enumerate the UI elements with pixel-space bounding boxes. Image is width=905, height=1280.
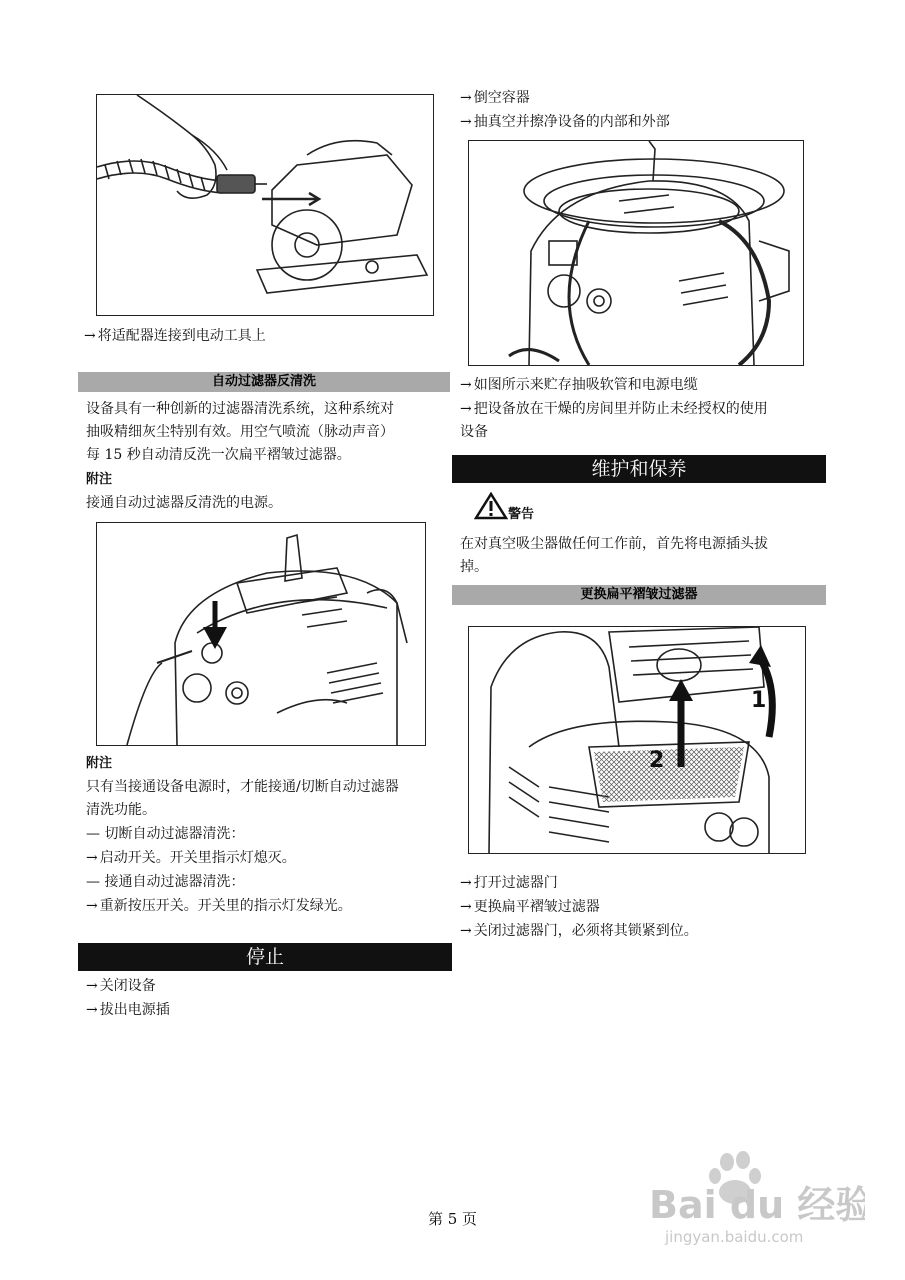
stop-step-2: → 拔出电源插 bbox=[86, 1001, 170, 1019]
warning-body-line-2: 掉。 bbox=[460, 559, 488, 575]
section-heading-filter-replace: 更换扁平褶皱过滤器 bbox=[452, 585, 826, 605]
on-step: → 重新按压开关。开关里的指示灯发绿光。 bbox=[86, 897, 352, 915]
filter-step-3: → 关闭过滤器门，必须将其锁紧到位。 bbox=[460, 922, 698, 940]
storage-step-1: → 如图所示来贮存抽吸软管和电源电缆 bbox=[460, 376, 698, 394]
hose-storage-illustration bbox=[469, 141, 803, 365]
auto-filter-body-line-3: 每 15 秒自动清反洗一次扁平褶皱过滤器。 bbox=[86, 447, 351, 463]
filter-step-1: → 打开过滤器门 bbox=[460, 874, 558, 892]
figure-label-2: 2 bbox=[649, 748, 665, 773]
section-heading-stop: 停止 bbox=[78, 943, 452, 971]
caption-adapter: → 将适配器连接到电动工具上 bbox=[84, 327, 266, 345]
note-label-1: 附注 bbox=[86, 472, 113, 487]
note-text-1: 接通自动过滤器反清洗的电源。 bbox=[86, 495, 282, 511]
page-number: 第 5 页 bbox=[427, 1210, 478, 1228]
section-heading-auto-filter: 自动过滤器反清洗 bbox=[78, 372, 450, 392]
note-2-body-line-2: 清洗功能。 bbox=[86, 802, 156, 818]
baidu-watermark bbox=[645, 1148, 865, 1248]
warning-triangle-icon bbox=[474, 492, 508, 520]
filter-step-2: → 更换扁平褶皱过滤器 bbox=[460, 898, 600, 916]
note-label-2: 附注 bbox=[86, 756, 113, 771]
stop-step-1: → 关闭设备 bbox=[86, 977, 156, 995]
top-step-1: → 倒空容器 bbox=[460, 89, 530, 107]
auto-filter-body-line-2: 抽吸精细灰尘特别有效。用空气喷流（脉动声音） bbox=[86, 424, 394, 440]
section-heading-maintenance: 维护和保养 bbox=[452, 455, 826, 483]
note-2-body-line-1: 只有当接通设备电源时，才能接通/切断自动过滤器 bbox=[86, 779, 399, 795]
top-step-2: → 抽真空并擦净设备的内部和外部 bbox=[460, 113, 670, 131]
watermark-brand: Bai du 经验 bbox=[649, 1183, 865, 1227]
filter-replace-illustration bbox=[469, 627, 805, 853]
auto-filter-body-line-1: 设备具有一种创新的过滤器清洗系统，这种系统对 bbox=[86, 401, 394, 417]
figure-filter-replace bbox=[468, 626, 806, 854]
storage-step-2-continued: 设备 bbox=[460, 424, 488, 440]
baidu-paw-logo bbox=[645, 1148, 865, 1248]
on-label: — 接通自动过滤器清洗： bbox=[86, 874, 245, 890]
storage-step-2: → 把设备放在干燥的房间里并防止未经授权的使用 bbox=[460, 400, 768, 418]
figure-label-1: 1 bbox=[751, 688, 767, 713]
figure-vacuum-switch bbox=[96, 522, 426, 746]
watermark-url: jingyan.baidu.com bbox=[665, 1228, 804, 1246]
power-tool-illustration bbox=[97, 95, 433, 315]
figure-adapter-power-tool bbox=[96, 94, 434, 316]
warning-body-line-1: 在对真空吸尘器做任何工作前，首先将电源插头拔 bbox=[460, 536, 768, 552]
off-label: — 切断自动过滤器清洗： bbox=[86, 826, 245, 842]
vacuum-switch-illustration bbox=[97, 523, 425, 745]
off-step: → 启动开关。开关里指示灯熄灭。 bbox=[86, 849, 296, 867]
figure-hose-storage bbox=[468, 140, 804, 366]
warning-label: 警告 bbox=[508, 507, 535, 522]
